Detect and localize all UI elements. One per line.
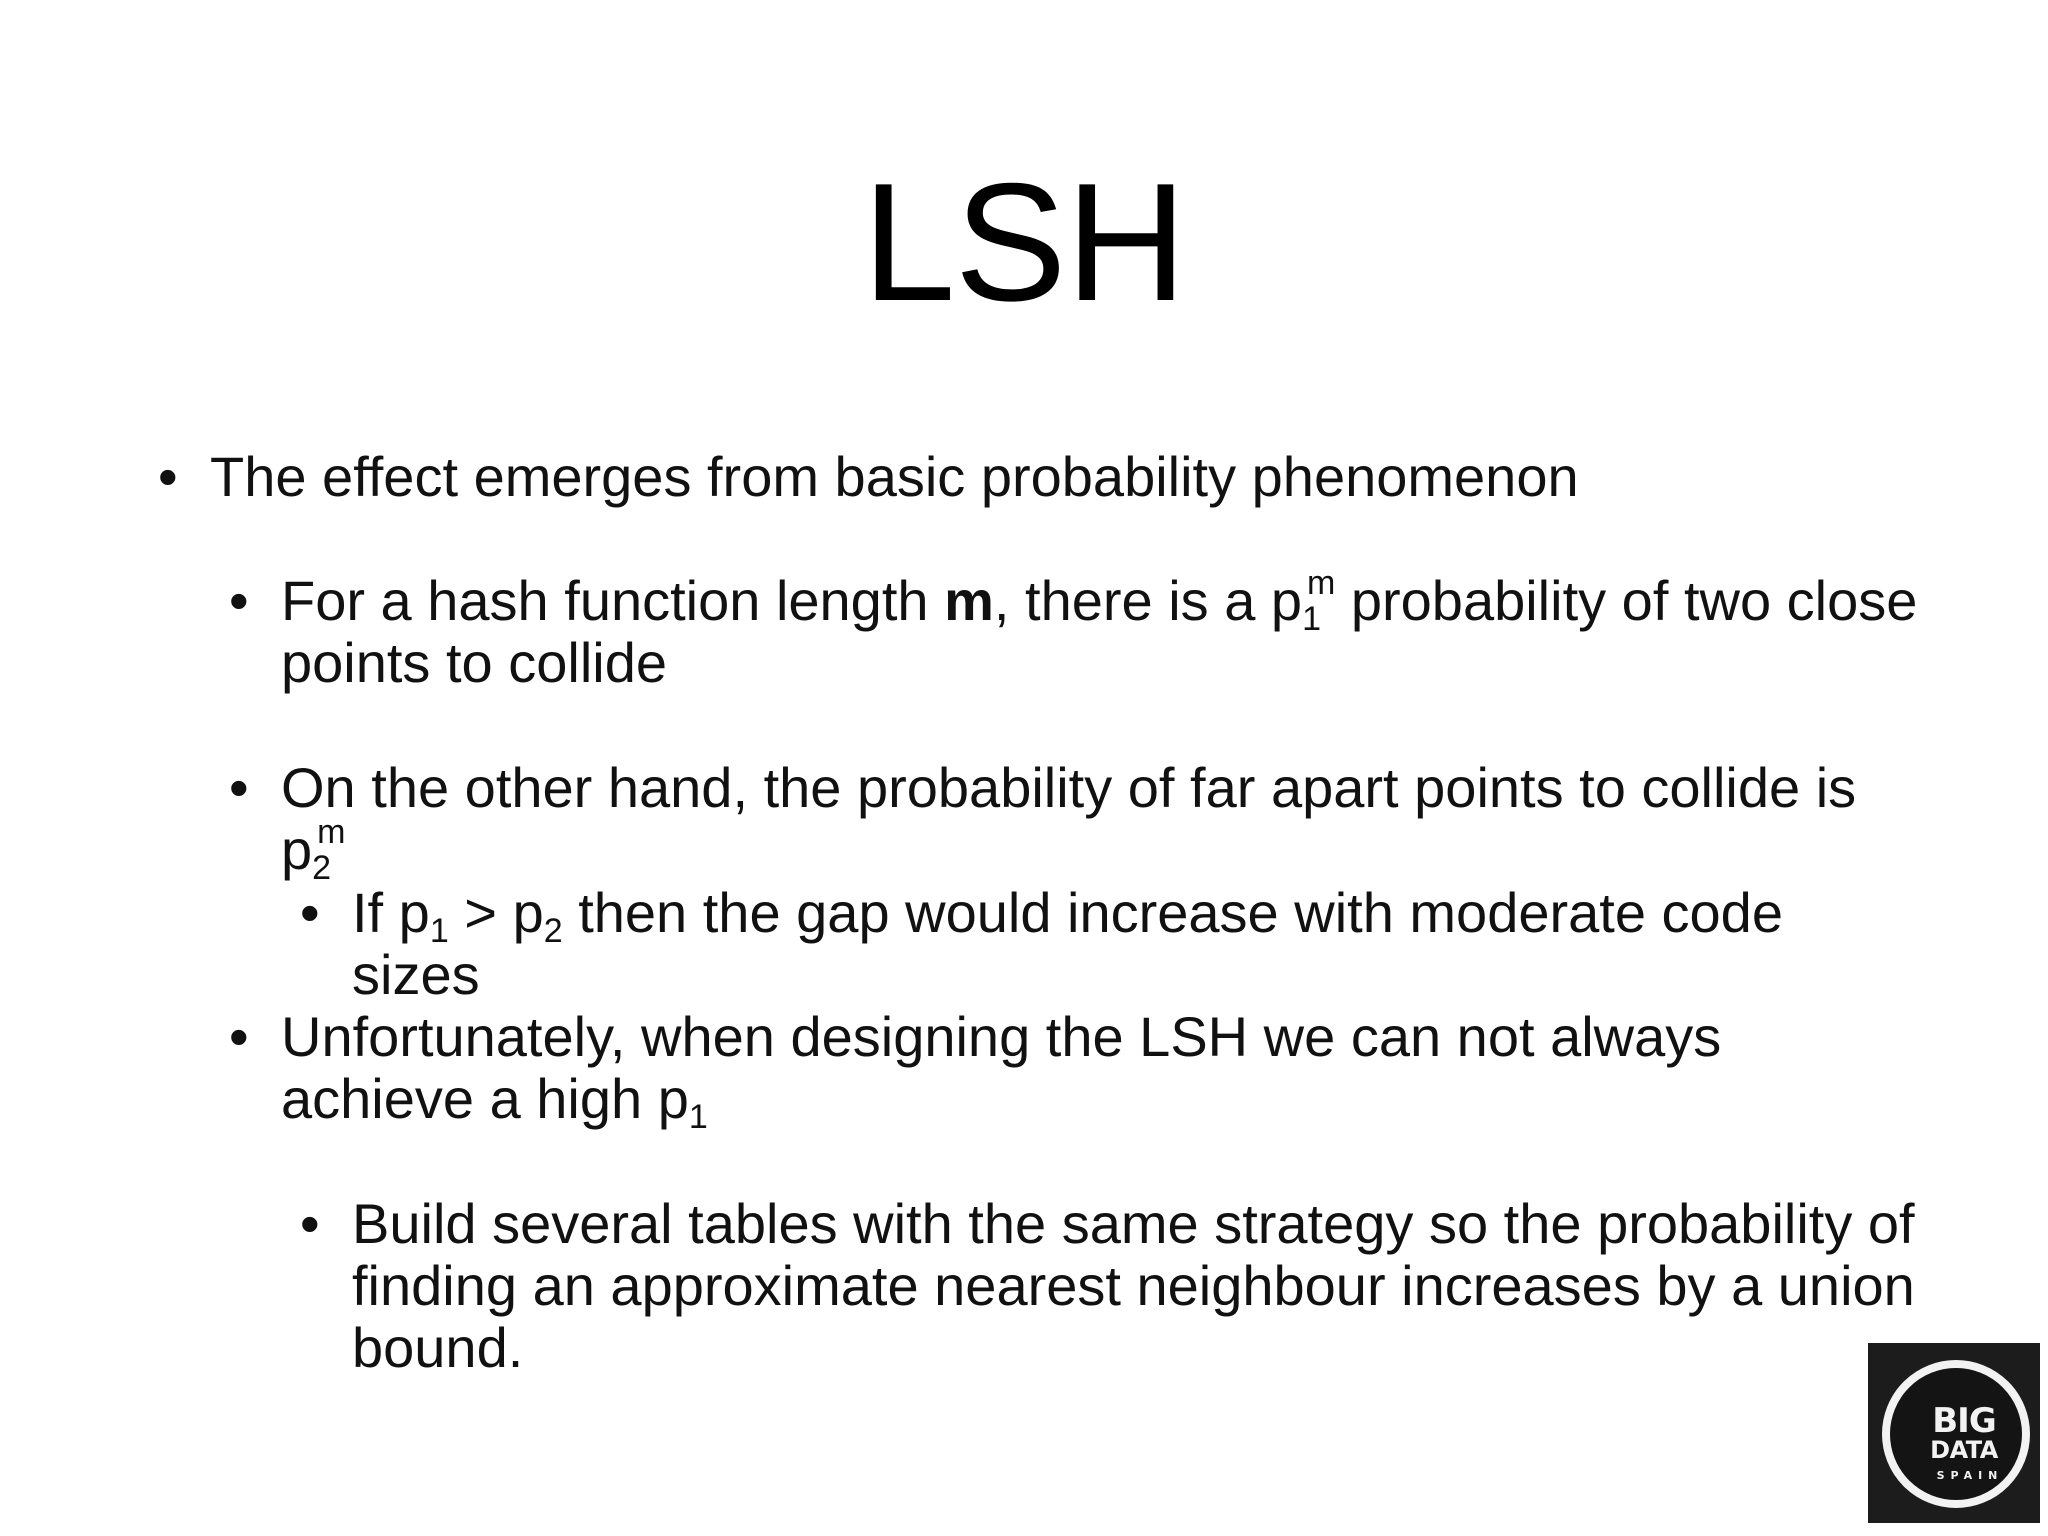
text-run: > p (448, 881, 544, 944)
slide-title: LSH (862, 148, 1186, 336)
text-run: Unfortunately, when designing the LSH we can not always achieve a high p (281, 1005, 1722, 1130)
bullet-dot: • (229, 1005, 249, 1068)
bullet-dot: • (158, 445, 178, 508)
bullet-text: The effect emerges from basic probability phenomenon (210, 445, 1579, 508)
logo-ring (1882, 1360, 2030, 1508)
text-run: For a hash function length (281, 569, 945, 632)
subscript: 1 (688, 1098, 708, 1136)
bullet-text (229, 756, 1929, 887)
bullet-level-2 (229, 1005, 1929, 1136)
superscript: m (1306, 564, 1336, 602)
bullet-dot: • (300, 1192, 320, 1255)
bullet-level-1 (158, 446, 1918, 508)
bullet-dot: • (229, 756, 249, 819)
big-data-spain-logo (1868, 1343, 2040, 1523)
superscript: m (317, 813, 346, 851)
text-run: then the gap would increase with moderate code sizes (352, 881, 1783, 1006)
bullet-text: Build several tables with the same strategy so the probability of finding an approximate nearest neighbour increases by a union bound. (352, 1192, 1915, 1379)
text-run: probability of two close points to collide (281, 569, 1918, 694)
subscript: 2 (312, 849, 332, 887)
bullet-level-3 (300, 1193, 1920, 1379)
bullet-text (229, 1005, 1929, 1136)
text-run: , there is a p (993, 569, 1303, 632)
logo-text-big: BIG (1932, 1401, 1996, 1441)
bullet-text (229, 564, 1929, 694)
text-run: If p (352, 881, 430, 944)
bullet-level-3 (300, 882, 1920, 1006)
bullet-level-2 (229, 756, 1929, 887)
subscript: 2 (543, 912, 563, 950)
bullet-text (300, 882, 1920, 1006)
text-run: On the other hand, the probability of far apart points to collide is p (281, 756, 1857, 881)
bullet-level-2 (229, 564, 1929, 694)
subscript: 1 (1302, 600, 1321, 638)
subscript: 1 (429, 912, 449, 950)
logo-text-spain: SPAIN (1936, 1469, 2004, 1482)
bullet-dot: • (229, 569, 249, 632)
bold-variable: m (944, 569, 994, 632)
logo-text-data: DATA (1930, 1436, 1998, 1464)
bullet-dot: • (300, 881, 320, 944)
